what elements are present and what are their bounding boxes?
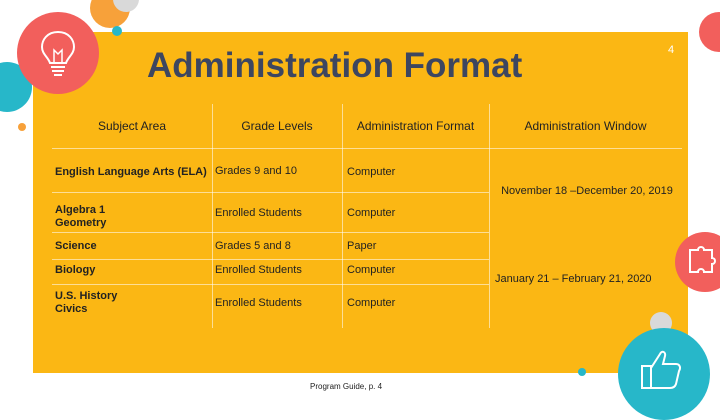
- table-divider: [52, 284, 489, 285]
- administration-table: [52, 104, 682, 328]
- table-cell-subject: English Language Arts (ELA): [55, 166, 207, 178]
- table-cell-format: Computer: [347, 166, 396, 178]
- footer-note: Program Guide, p. 4: [310, 382, 383, 391]
- page-title: Administration Format: [147, 46, 523, 85]
- table-divider: [52, 148, 682, 149]
- table-cell-subject: Biology: [55, 264, 96, 276]
- column-header: Administration Window: [524, 119, 647, 133]
- page-number: 4: [668, 44, 675, 56]
- thumbs-up-icon: [638, 346, 686, 394]
- table-cell-format: Computer: [347, 264, 396, 276]
- deco-dot-orange-left: [18, 123, 26, 131]
- table-cell-format: Paper: [347, 240, 377, 252]
- table-cell-format: Computer: [347, 297, 396, 309]
- column-header: Grade Levels: [241, 119, 313, 133]
- table-cell-subject: Algebra 1 Geometry: [55, 204, 107, 229]
- lightbulb-icon: [36, 28, 80, 78]
- table-cell-grades: Grades 5 and 8: [215, 240, 291, 252]
- deco-circle-right-coral: [699, 12, 720, 52]
- column-header: Subject Area: [97, 119, 167, 133]
- table-divider: [52, 259, 489, 260]
- table-cell-subject: Science: [55, 240, 97, 252]
- table-cell-window: November 18 –December 20, 2019: [501, 185, 673, 197]
- puzzle-icon: [684, 242, 720, 282]
- table-cell-grades: Enrolled Students: [215, 297, 302, 309]
- table-cell-format: Computer: [347, 207, 396, 219]
- deco-dot-teal-bottom: [578, 368, 586, 376]
- table-cell-grades: Enrolled Students: [215, 264, 302, 276]
- table-cell-subject: U.S. History Civics: [55, 290, 118, 315]
- column-header: Administration Format: [356, 119, 475, 133]
- table-divider: [52, 192, 489, 193]
- deco-circle-small-teal: [112, 26, 122, 36]
- table-cell-grades: Enrolled Students: [215, 207, 302, 219]
- table-divider: [52, 232, 489, 233]
- table-cell-grades: Grades 9 and 10: [215, 165, 297, 177]
- table-cell-window: January 21 – February 21, 2020: [495, 273, 652, 285]
